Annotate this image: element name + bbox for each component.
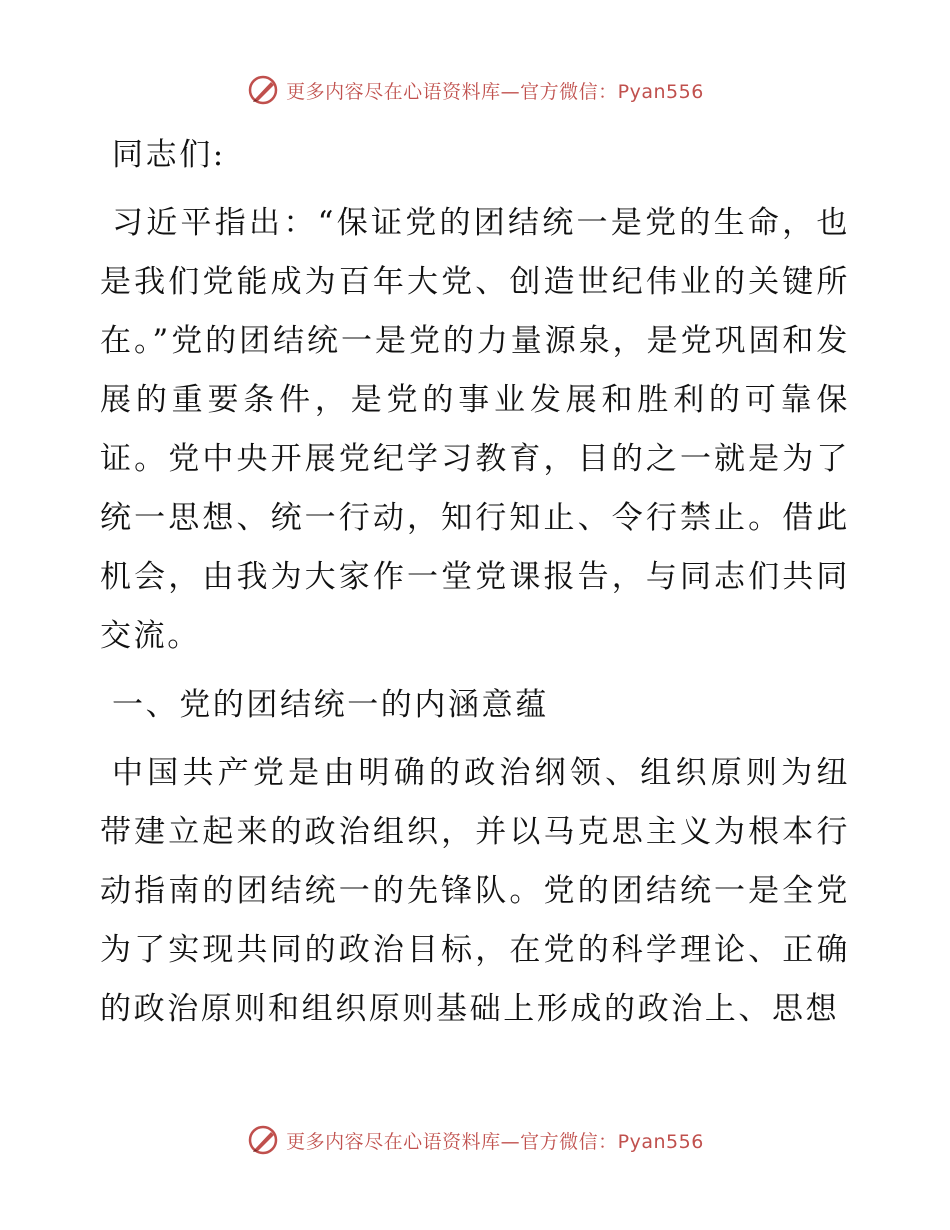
- pen-logo-icon: [246, 73, 280, 107]
- section-heading: 一、党的团结统一的内涵意蕴: [112, 687, 549, 723]
- salutation: 同志们:: [112, 137, 226, 173]
- watermark-text: 更多内容尽在心语资料库—官方微信：Pyan556: [286, 80, 704, 103]
- document-body: [100, 126, 850, 1039]
- paragraph-definition: 中国共产党是由明确的政治纲领、组织原则为纽带建立起来的政治组织，并以马克思主义为根本行动指南的团结统一的先锋队。党的团结统一是全党为了实现共同的政治目标，在党的科学理论、正确的政治原则和组织原则基础上形成的政治上、思想: [100, 755, 850, 1027]
- pen-logo-icon: [246, 1123, 280, 1157]
- header-watermark: [0, 70, 950, 110]
- watermark-text: 更多内容尽在心语资料库—官方微信：Pyan556: [286, 1130, 704, 1153]
- paragraph-intro: 习近平指出：“保证党的团结统一是党的生命，也是我们党能成为百年大党、创造世纪伟业的关键所在。”党的团结统一是党的力量源泉，是党巩固和发展的重要条件，是党的事业发展和胜利的可靠保证。党中央开展党纪学习教育，目的之一就是为了统一思想、统一行动，知行知止、令行禁止。借此机会，由我为大家作一堂党课报告，与同志们共同交流。: [100, 205, 850, 654]
- footer-watermark: [0, 1120, 950, 1160]
